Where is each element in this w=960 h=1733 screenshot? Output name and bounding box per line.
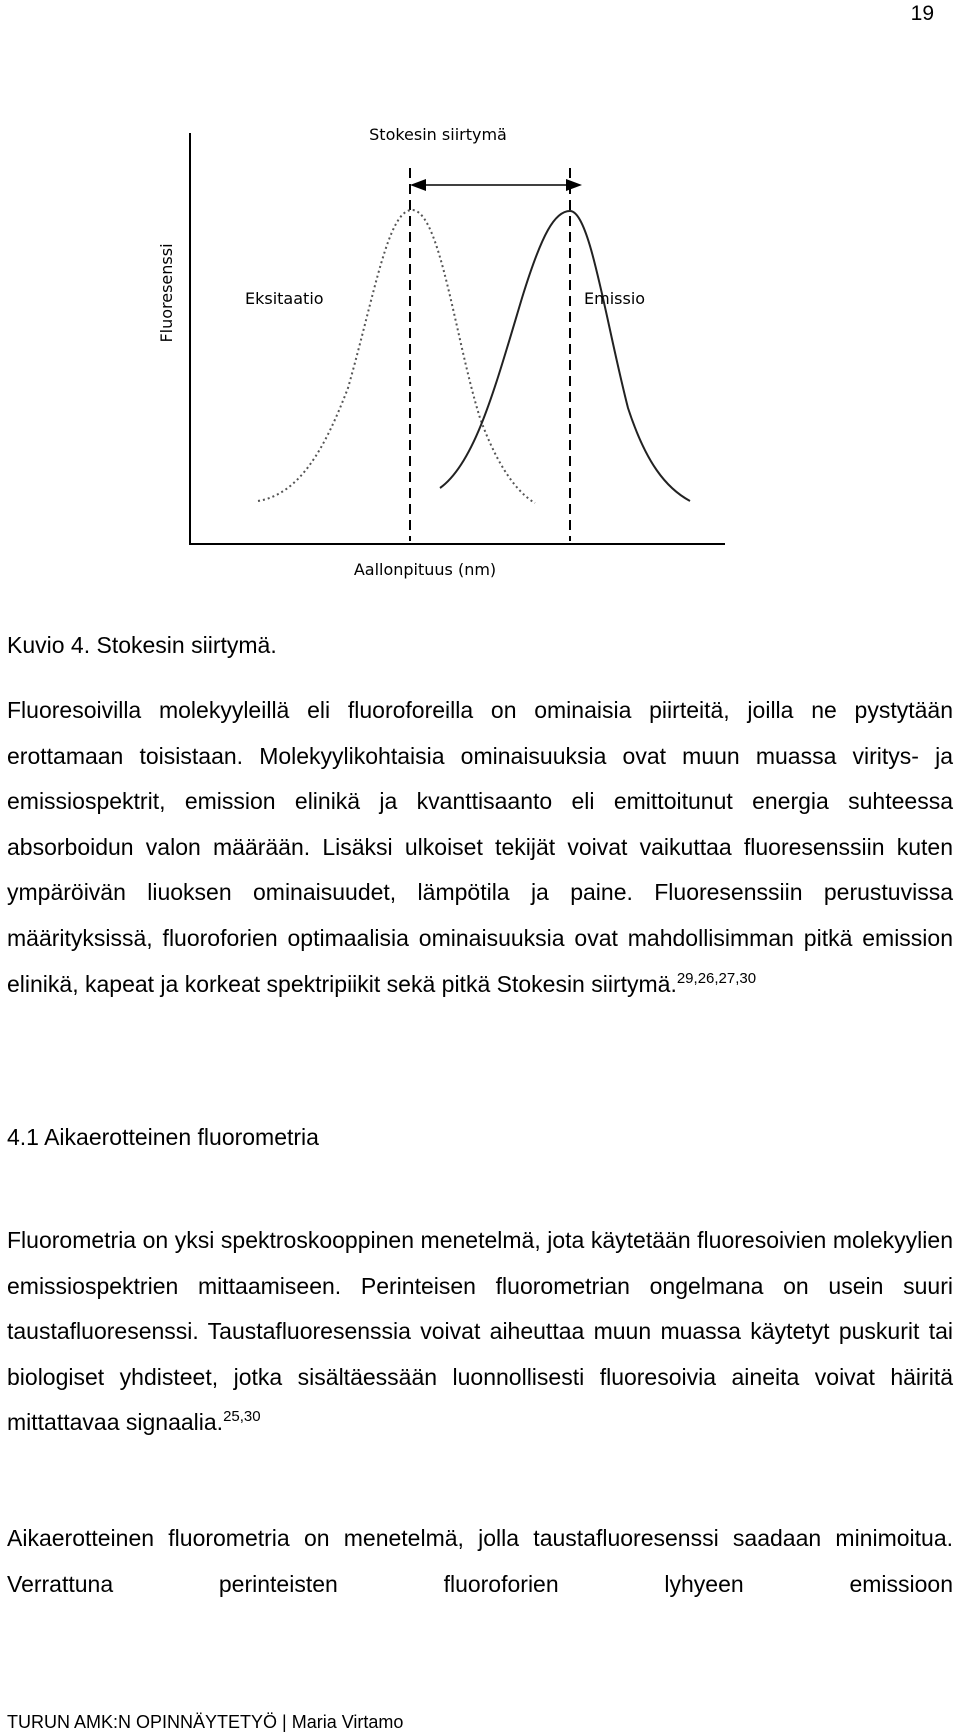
page-footer: TURUN AMK:N OPINNÄYTETYÖ | Maria Virtamo <box>7 1712 404 1732</box>
stokes-shift-arrow <box>410 179 582 191</box>
page-number: 19 <box>910 2 934 25</box>
paragraph-text: Aikaerotteinen fluorometria on menetelmä, jolla taustafluoresenssi saadaan minimoitua. Verrattuna perinteisten fluoroforien lyhyeen emissioon <box>7 1525 953 1597</box>
paragraph-text: Fluoresoivilla molekyyleillä eli fluoroforeilla on ominaisia piirteitä, joilla ne pystytään erottamaan toisistaan. Molekyylikohtaisia ominaisuuksia ovat muun muassa viritys- ja emissiospektrit, emission elinikä ja kvanttisaanto eli emittoitunut energia suhteessa absorboidun valon määrään. Lisäksi ulkoiset tekijät voivat vaikuttaa fluoresenssiin kuten ympäröivän liuoksen ominaisuudet, lämpötila ja paine. Fluoresenssiin perustuvissa määrityksissä, fluoroforien optimaalisia ominaisuuksia ovat mahdollisimman pitkä emission elinikä, kapeat ja korkeat spektripiikit sekä pitkä Stokesin siirtymä. <box>7 697 953 997</box>
paragraph-time-resolved <box>7 1516 953 1607</box>
reference-superscript: 29,26,27,30 <box>676 969 757 987</box>
figure-caption: Kuvio 4. Stokesin siirtymä. <box>7 632 277 658</box>
paragraph-fluorophore-properties <box>7 688 953 1007</box>
section-heading: 4.1 Aikaerotteinen fluorometria <box>7 1124 319 1150</box>
figure-title: Stokesin siirtymä <box>369 125 507 144</box>
paragraph-fluorometry <box>7 1218 953 1446</box>
x-axis-label: Aallonpituus (nm) <box>353 560 497 579</box>
excitation-label: Eksitaatio <box>245 289 324 308</box>
reference-superscript: 25,30 <box>223 1408 261 1426</box>
emission-label: Emissio <box>584 289 646 308</box>
stokes-shift-figure <box>150 118 730 588</box>
paragraph-text: Fluorometria on yksi spektroskooppinen menetelmä, jota käytetään fluoresoivien molekyylien emissiospektrien mittaamiseen. Perinteisen fluorometrian ongelmana on usein suuri taustafluoresenssi. Taustafluoresenssia voivat aiheuttaa muun muassa käytetyt puskurit tai biologiset yhdisteet, jotka sisältäessään luonnollisesti fluoresoivia aineita voivat häiritä mittattavaa signaalia. <box>7 1227 953 1436</box>
y-axis-label: Fluoresenssi <box>157 243 176 343</box>
emission-curve <box>440 211 690 501</box>
excitation-curve <box>258 210 535 503</box>
